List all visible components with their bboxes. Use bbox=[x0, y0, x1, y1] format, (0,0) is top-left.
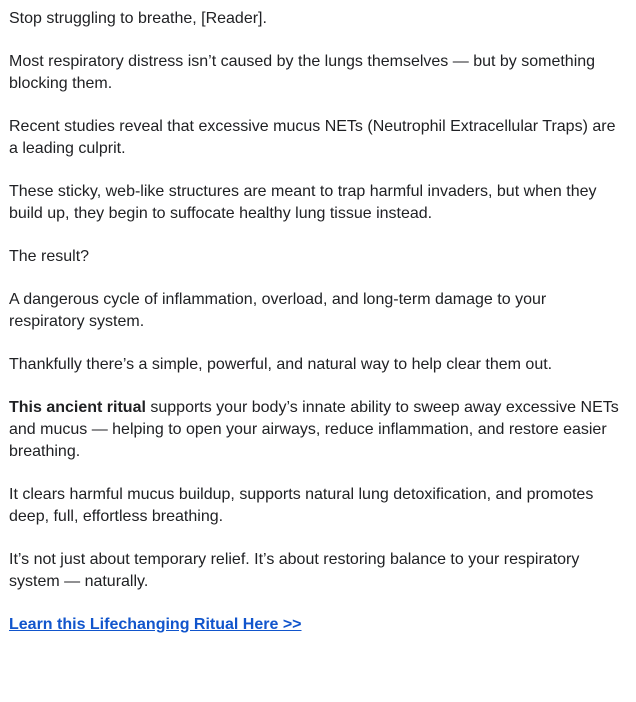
paragraph-text: Stop struggling to breathe, [Reader]. bbox=[9, 10, 267, 27]
paragraph-ancient-ritual bbox=[9, 397, 619, 463]
bold-lead-text: This ancient ritual bbox=[9, 399, 146, 416]
paragraph-text: Most respiratory distress isn’t caused by the lungs themselves — but by something blocking them. bbox=[9, 53, 596, 92]
paragraph-text: These sticky, web-like structures are meant to trap harmful invaders, but when they build up, they begin to suffocate healthy lung tissue instead. bbox=[9, 183, 597, 222]
paragraph-sticky-structures bbox=[9, 181, 619, 225]
paragraph-clears-buildup bbox=[9, 484, 619, 528]
paragraph-text: It’s not just about temporary relief. It’s about restoring balance to your respiratory system — naturally. bbox=[9, 551, 580, 590]
paragraph-recent-studies bbox=[9, 116, 619, 160]
cta-link[interactable]: Learn this Lifechanging Ritual Here >> bbox=[9, 616, 302, 633]
cta-paragraph bbox=[9, 614, 619, 636]
paragraph-dangerous-cycle bbox=[9, 289, 619, 333]
paragraph-text: Thankfully there’s a simple, powerful, and natural way to help clear them out. bbox=[9, 356, 553, 373]
paragraph-thankfully bbox=[9, 354, 619, 376]
paragraph-greeting bbox=[9, 8, 619, 30]
paragraph-text: A dangerous cycle of inflammation, overload, and long-term damage to your respiratory system. bbox=[9, 291, 547, 330]
paragraph-text: It clears harmful mucus buildup, supports natural lung detoxification, and promotes deep, full, effortless breathing. bbox=[9, 486, 594, 525]
paragraph-text: supports your body’s innate ability to sweep away excessive NETs and mucus — helping to open your airways, reduce inflammation, and restore easier breathing. bbox=[9, 399, 619, 460]
paragraph-text: The result? bbox=[9, 248, 90, 265]
paragraph-restoring-balance bbox=[9, 549, 619, 593]
paragraph-text: Recent studies reveal that excessive mucus NETs (Neutrophil Extracellular Traps) are a leading culprit. bbox=[9, 118, 616, 157]
paragraph-the-result bbox=[9, 246, 619, 268]
paragraph-respiratory-distress bbox=[9, 51, 619, 95]
